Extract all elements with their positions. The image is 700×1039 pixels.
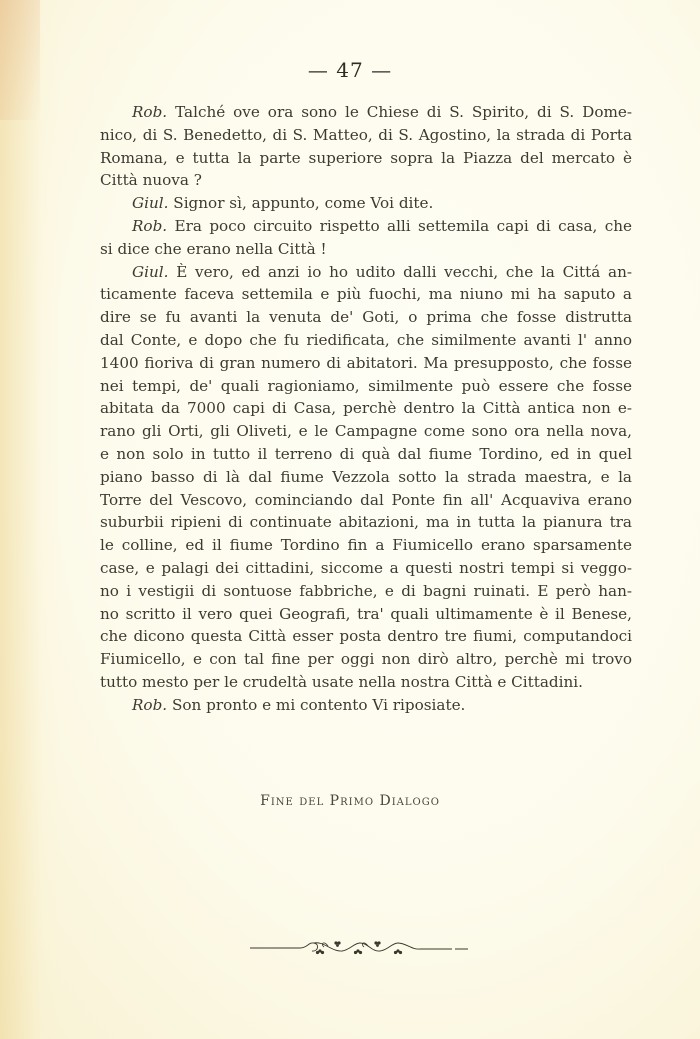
- text-line: [100, 511, 632, 534]
- text-line: [100, 352, 632, 375]
- text-line: [100, 375, 632, 398]
- text-line: [100, 466, 632, 489]
- floral-divider-icon: [250, 938, 475, 958]
- line-text: che dicono questa Città esser posta dentro tre fiumi, computandoci: [100, 627, 632, 646]
- line-text: Signor sì, appunto, come Voi dite.: [168, 194, 434, 213]
- text-line: [100, 580, 632, 603]
- text-line: [100, 625, 632, 648]
- text-line: [100, 238, 632, 261]
- line-text: Romana, e tutta la parte superiore sopra la Piazza del mercato è: [100, 148, 632, 167]
- line-text: rano gli Orti, gli Oliveti, e le Campagne come sono ora nella nova,: [100, 422, 632, 441]
- speaker-label: Rob.: [132, 695, 168, 714]
- line-text: Città nuova ?: [100, 171, 202, 190]
- line-text: tutto mesto per le crudeltà usate nella nostra Città e Cittadini.: [100, 672, 583, 691]
- text-line: [100, 694, 632, 717]
- line-text: Talché ove ora sono le Chiese di S. Spirito, di S. Dome-: [167, 103, 632, 121]
- speaker-label: Giul.: [132, 194, 169, 213]
- line-text: case, e palagi dei cittadini, siccome a questi nostri tempi si veggo-: [100, 558, 632, 577]
- text-line: [100, 306, 632, 329]
- line-text: ticamente faceva settemila e più fuochi, ma niuno mi ha saputo a: [100, 285, 632, 304]
- line-text: abitata da 7000 capi di Casa, perchè dentro la Città antica non e-: [100, 399, 632, 418]
- text-line: [100, 283, 632, 306]
- text-line: [100, 443, 632, 466]
- text-line: [100, 101, 632, 124]
- text-line: [100, 489, 632, 512]
- line-text: nico, di S. Benedetto, di S. Matteo, di S. Agostino, la strada di Porta: [100, 125, 632, 144]
- line-text: piano basso di là dal fiume Vezzola sotto la strada maestra, e la: [100, 467, 632, 486]
- page-number: — 47 —: [307, 58, 393, 82]
- line-text: nei tempi, de' quali ragioniamo, similmente può essere che fosse: [100, 376, 632, 395]
- text-line: [100, 671, 632, 694]
- text-line: [100, 603, 632, 626]
- line-text: Torre del Vescovo, cominciando dal Ponte fin all' Acquaviva erano: [100, 490, 632, 509]
- text-line: [100, 534, 632, 557]
- line-text: le colline, ed il fiume Tordino fin a Fiumicello erano sparsamente: [100, 536, 632, 555]
- dialogue-text: [100, 101, 632, 717]
- text-line: [100, 169, 632, 192]
- speaker-label: Rob.: [132, 216, 168, 235]
- line-text: È vero, ed anzi io ho udito dalli vecchi, che la Cittá an-: [168, 262, 632, 281]
- text-line: [100, 261, 632, 284]
- line-text: 1400 fioriva di gran numero di abitatori. Ma presupposto, che fosse: [100, 353, 632, 372]
- text-line: [100, 124, 632, 147]
- text-line: [100, 147, 632, 170]
- text-line: [100, 420, 632, 443]
- text-line: [100, 215, 632, 238]
- text-line: [100, 397, 632, 420]
- text-line: [100, 648, 632, 671]
- line-text: no scritto il vero quei Geografi, tra' quali ultimamente è il Benese,: [100, 604, 632, 623]
- line-text: si dice che erano nella Città !: [100, 239, 327, 258]
- text-line: [100, 329, 632, 352]
- closing-title: Fine del Primo Dialogo: [260, 793, 440, 809]
- line-text: suburbii ripieni di continuate abitazioni, ma in tutta la pianura tra: [100, 513, 632, 532]
- speaker-label: Giul.: [132, 262, 169, 281]
- line-text: Fiumicello, e con tal fine per oggi non dirò altro, perchè mi trovo: [100, 650, 632, 669]
- text-line: [100, 557, 632, 580]
- line-text: Era poco circuito rispetto alli settemila capi di casa, che: [167, 216, 632, 235]
- page-edge-shading: [0, 0, 60, 1039]
- line-text: dire se fu avanti la venuta de' Goti, o prima che fosse distrutta: [100, 308, 632, 327]
- line-text: Son pronto e mi contento Vi riposiate.: [167, 695, 466, 714]
- line-text: dal Conte, e dopo che fu riedificata, che similmente avanti l' anno: [100, 330, 632, 349]
- text-line: [100, 192, 632, 215]
- line-text: no i vestigii di sontuose fabbriche, e di bagni ruinati. E però han-: [100, 581, 632, 600]
- line-text: e non solo in tutto il terreno di quà dal fiume Tordino, ed in quel: [100, 444, 632, 463]
- speaker-label: Rob.: [132, 103, 168, 121]
